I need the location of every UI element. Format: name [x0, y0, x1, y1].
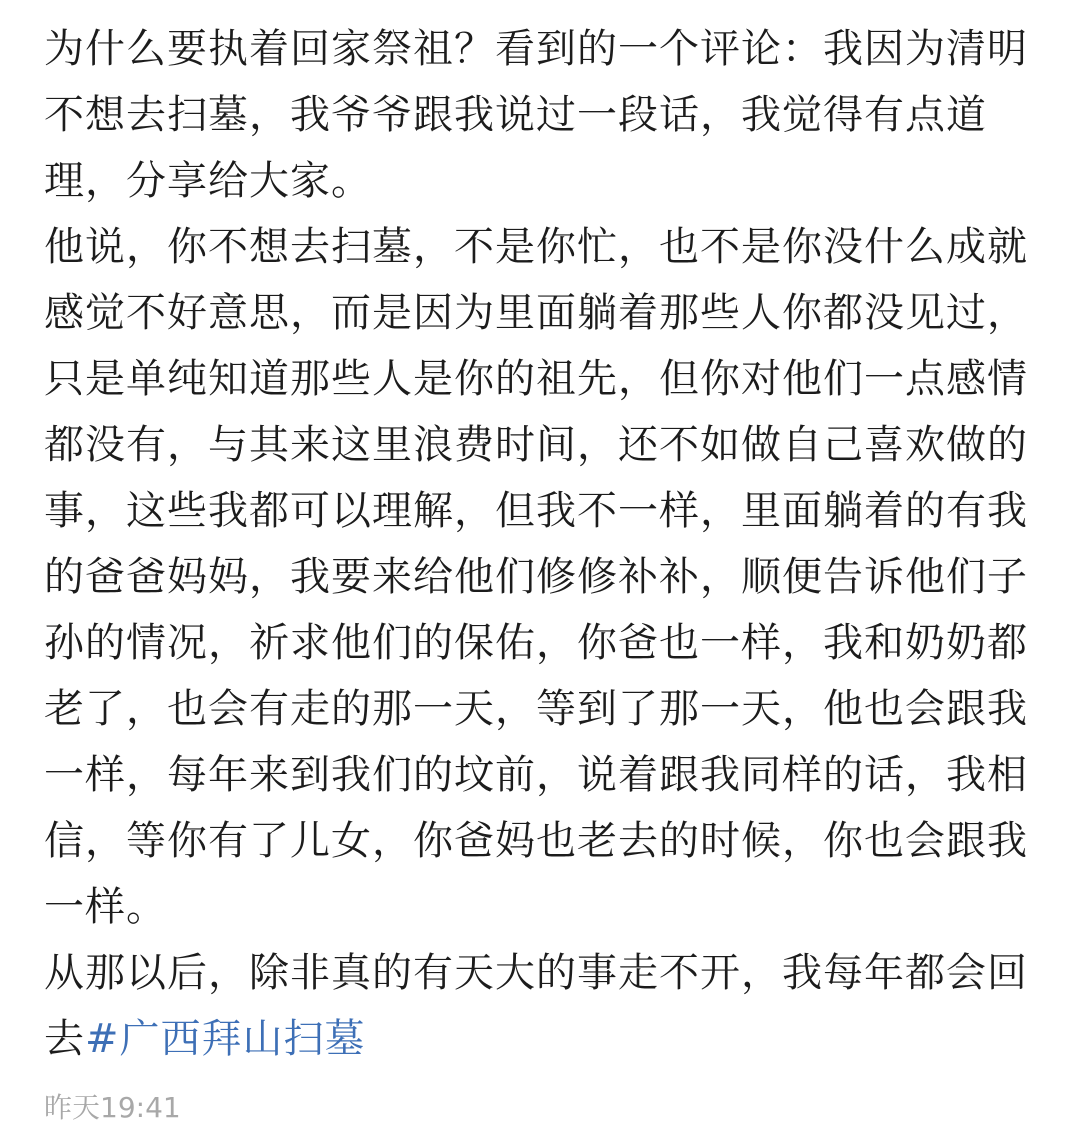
post-paragraph-closing-text: 从那以后，除非真的有天大的事走不开，我每年都会回去 [44, 950, 1028, 1062]
post-body [44, 16, 1034, 1072]
post-timestamp: 昨天19:41 [44, 1091, 181, 1124]
post-paragraph-intro: 为什么要执着回家祭祖？看到的一个评论：我因为清明不想去扫墓，我爷爷跟我说过一段话，我觉得有点道理，分享给大家。 [44, 26, 1028, 204]
post-paragraph-closing [44, 940, 1034, 1072]
post-paragraph-quote: 他说，你不想去扫墓，不是你忙，也不是你没什么成就感觉不好意思，而是因为里面躺着那些人你都没见过，只是单纯知道那些人是你的祖先，但你对他们一点感情都没有，与其来这里浪费时间，还不如做自己喜欢做的事，这些我都可以理解，但我不一样，里面躺着的有我的爸爸妈妈，我要来给他们修修补补，顺便告诉他们子孙的情况，祈求他们的保佑，你爸也一样，我和奶奶都老了，也会有走的那一天，等到了那一天，他也会跟我一样，每年来到我们的坟前，说着跟我同样的话，我相信，等你有了儿女，你爸妈也老去的时候，你也会跟我一样。 [44, 224, 1028, 930]
post-content [44, 16, 1034, 1072]
hashtag-link[interactable]: #广西拜山扫墓 [85, 1016, 366, 1062]
